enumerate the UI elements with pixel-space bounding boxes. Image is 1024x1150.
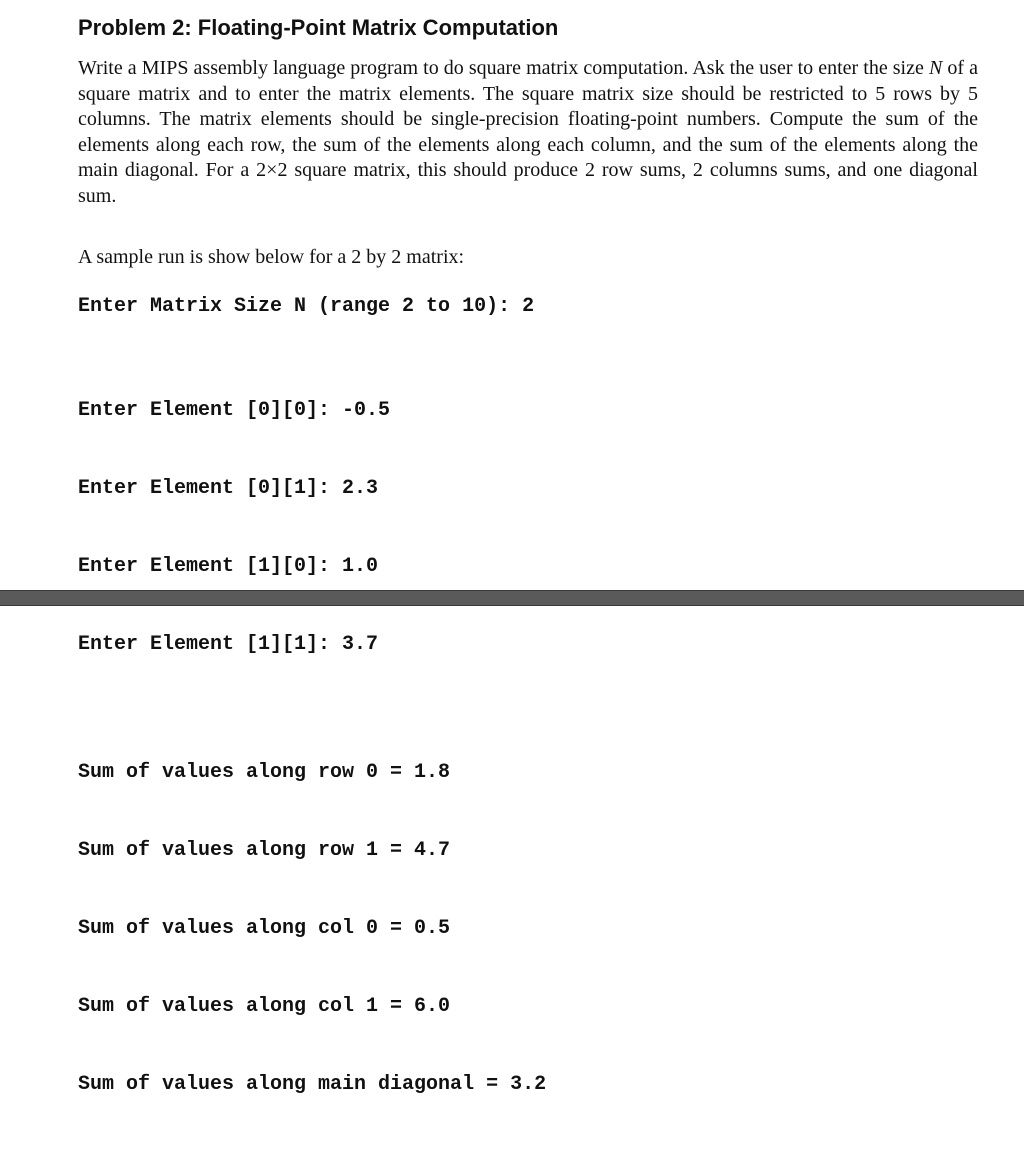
element-prompt-line: Enter Element [1][1]: 3.7 [78,633,379,656]
sum-output-line: Sum of values along row 0 = 1.8 [78,761,451,784]
problem-description [78,56,978,209]
problem-section [78,12,978,209]
element-prompt-line: Enter Element [0][1]: 2.3 [78,477,379,500]
problem-title: Problem 2: Floating-Point Matrix Computation [78,15,559,40]
element-prompt-line: Enter Element [1][0]: 1.0 [78,555,379,578]
description-part-2: of a square matrix and to enter the matrix elements. The square matrix size should be restricted to 5 rows by 5 columns. The matrix elements should be single-precision floating-point numbers. Compute the sum of the elements along each row, the sum of the elements along each column, and the sum of the elements along the main diagonal. For a 2×2 square matrix, this should produce 2 row sums, 2 columns sums, and one diagonal sum. [78,57,978,207]
page-divider [0,590,1024,606]
sum-output-line: Sum of values along col 1 = 6.0 [78,995,451,1018]
element-prompts [78,346,390,710]
description-part-1: Write a MIPS assembly language program to do square matrix computation. Ask the user to enter the size [78,57,929,79]
sum-output-line: Sum of values along col 0 = 0.5 [78,917,451,940]
variable-n: N [928,57,943,79]
element-prompt-line: Enter Element [0][0]: -0.5 [78,399,391,422]
sum-outputs [78,708,546,1150]
sample-run-intro: A sample run is show below for a 2 by 2 matrix: [78,246,465,268]
sum-output-line: Sum of values along main diagonal = 3.2 [78,1073,547,1096]
sum-output-line: Sum of values along row 1 = 4.7 [78,839,451,862]
matrix-size-prompt: Enter Matrix Size N (range 2 to 10): 2 [78,295,535,318]
